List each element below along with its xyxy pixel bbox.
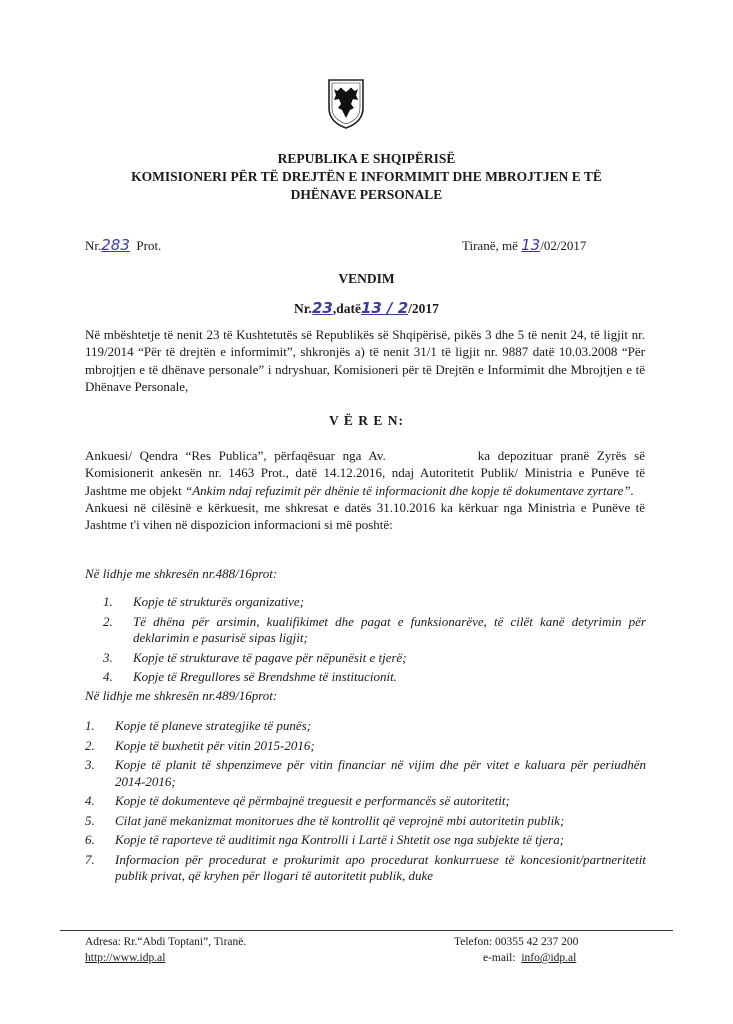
list-item-number: 2. (85, 737, 95, 753)
footer-website-link[interactable]: http://www.idp.al (85, 952, 166, 964)
albanian-coat-of-arms-emblem (326, 78, 366, 130)
place-and-date (462, 236, 586, 254)
section1-heading: Në lidhje me shkresën nr.488/16prot: (85, 566, 278, 581)
section1-list (103, 594, 646, 689)
list-item-text: Kopje të planeve strategjike të punës; (115, 718, 312, 733)
handwritten-decision-date: 13 / 2 (360, 299, 409, 317)
footer-email-link[interactable]: info@idp.al (521, 952, 577, 964)
list-item-number: 3. (85, 757, 95, 772)
decision-title: VENDIM (338, 271, 395, 286)
intro-paragraph: Në mbështetje të nenit 23 të Kushtetutës së Republikës së Shqipërisë, pikës 3 dhe 5 të nenit 24, të ligjit nr. 119/2014 “Për të drejtën e informimit”, shkronjës a) të nenit 31/1 të ligjit nr. 9887 datë 10.03.2008 “Për mbrojtjen e të dhënave personale” i ndryshuar, Komisioneri për të Drejtën e Informimit dhe Mbrojtjen e të Dhënave Personale, (85, 327, 645, 394)
place-prefix: Tiranë, më (462, 238, 518, 253)
list-item-number: 3. (103, 649, 113, 665)
list-item-number: 4. (85, 793, 95, 808)
decision-number: Nr.23,datë13 / 2/2017 (294, 299, 439, 317)
complaint-object: “Ankim ndaj refuzimit për dhënie të informacionit dhe kopje të dokumentave zyrtare”. (185, 482, 634, 498)
handwritten-day: 13 (521, 236, 541, 254)
date-suffix: /02/2017 (540, 238, 587, 253)
list-item (103, 614, 646, 647)
complaint-paragraph: Ankuesi/ Qendra “Res Publica”, përfaqësuar nga Av. ka depozituar pranë Zyrës së Komisionerit ankesën nr. 1463 Prot., datë 14.12.2016, ndaj Autoritetit Publik/ Ministria e Punëve të Jashtme me objekt “Ankim ndaj refuzimit për dhënie të informacionit dhe kopje të dokumentave zyrtare”. Ankuesi në cilësinë e kërkuesit, me shkresat e datës 31.10.2016 ka kërkuar nga Ministria e Punëve të Jashtme t'i vihen në dispozicion informacioni si më poshtë: (85, 448, 645, 533)
footer-address: Adresa: Rr.“Abdi Toptani”, Tiranë. (85, 936, 247, 948)
list-item-number: 7. (85, 851, 95, 867)
list-item-number: 1. (103, 594, 113, 609)
handwritten-decision-number: 23 (311, 299, 333, 317)
list-item (85, 852, 646, 885)
list-item-number: 6. (85, 832, 95, 847)
list-item (85, 832, 646, 849)
section2-heading: Në lidhje me shkresën nr.489/16prot: (85, 688, 278, 703)
list-item (103, 594, 646, 611)
header-line-3: DHËNAVE PERSONALE (290, 187, 443, 202)
list-item (103, 650, 646, 667)
list-item-text: Kopje të raporteve të auditimit nga Kontrolli i Lartë i Shtetit ose nga subjekte të tjera; (115, 832, 565, 847)
list-item-number: 1. (85, 718, 95, 733)
list-item-text: Kopje të Rregullores së Brendshme të institucionit. (133, 669, 397, 684)
header-line-2: KOMISIONERI PËR TË DREJTËN E INFORMIMIT DHE MBROJTJEN E TË (131, 169, 602, 184)
list-item-number: 4. (103, 669, 113, 684)
list-item-number: 5. (85, 812, 95, 828)
footer-phone: Telefon: 00355 42 237 200 (454, 936, 579, 948)
list-item (85, 793, 646, 810)
footer-email: e-mail: info@idp.al (483, 952, 577, 964)
list-item-text: Të dhëna për arsimin, kualifikimet dhe pagat e funksionarëve, të cilët kanë detyrimin për deklarimin e pasurisë sipas ligjit; (133, 613, 646, 645)
list-item-text: Informacion për procedurat e prokurimit apo procedurat konkurruese të koncesionit/partneritetit publik privat, që kryhen për llogari të autoritetit publik, duke (115, 851, 646, 883)
header-line-1: REPUBLIKA E SHQIPËRISË (277, 151, 456, 166)
list-item-text: Kopje të planit të shpenzimeve për vitin financiar në vijim dhe për vitet e kaluara për periudhën 2014-2016; (115, 757, 646, 789)
list-item-number: 2. (103, 613, 113, 629)
list-item (85, 757, 646, 790)
list-item-text: Kopje të dokumenteve që përmbajnë treguesit e performancës së autoritetit; (115, 793, 510, 808)
list-item (103, 669, 646, 686)
protocol-number (85, 236, 161, 254)
veren-heading: V Ë R E N: (328, 413, 404, 428)
prot-label: Prot. (136, 238, 162, 253)
list-item-text: Kopje të strukturës organizative; (133, 594, 305, 609)
list-item (85, 738, 646, 755)
nr-prefix: Nr. (85, 238, 102, 253)
list-item (85, 718, 646, 735)
section2-list (85, 718, 646, 888)
list-item-text: Kopje të strukturave të pagave për nëpunësit e tjerë; (133, 649, 407, 665)
handwritten-protocol-number: 283 (101, 236, 130, 254)
footer-divider (60, 930, 673, 931)
list-item-text: Cilat janë mekanizmat monitorues dhe të kontrollit që veprojnë mbi autoritetin publik; (115, 812, 565, 828)
list-item-text: Kopje të buxhetit për vitin 2015-2016; (115, 737, 315, 753)
list-item (85, 813, 646, 830)
